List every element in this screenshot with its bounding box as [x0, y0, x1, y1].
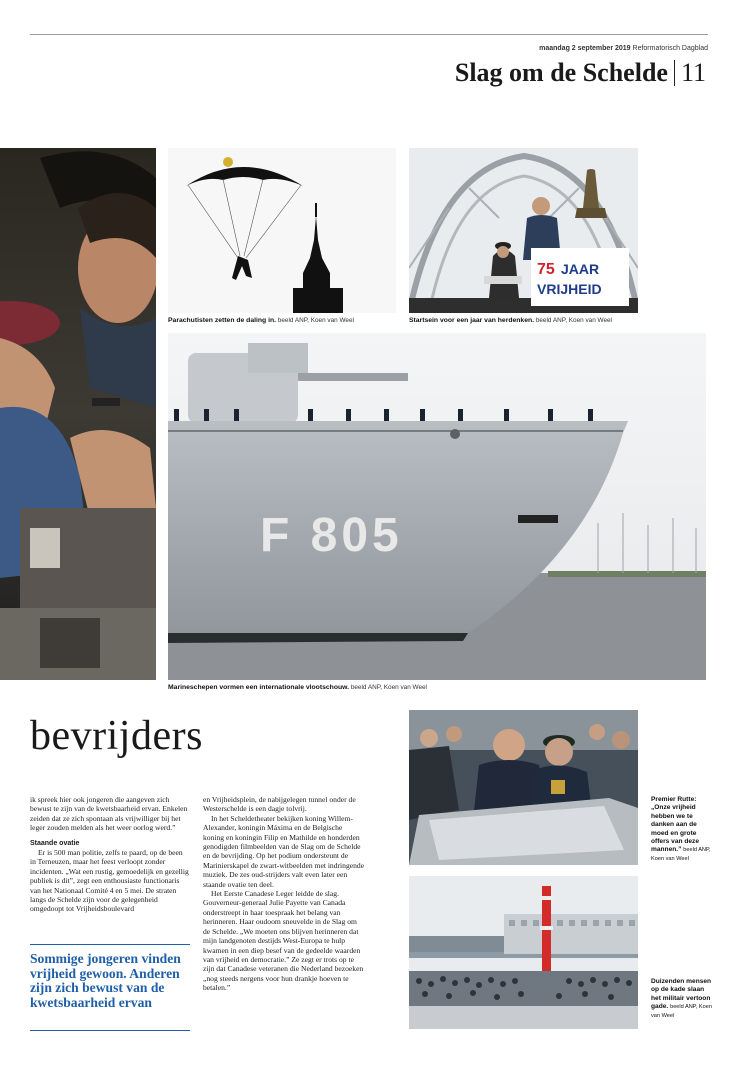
pullquote-rule-top: [30, 944, 190, 945]
pullquote-rule-bottom: [30, 1030, 190, 1031]
paragraph: In het Scheldetheater bekijken koning Willem-Alexander, koningin Máxima en de Belgische koning en koningin Filip en Mathilde en honderden genodigden filmbeelden van de Slag om de Schelde en de bevrijding. Op het podium ondersteunt de Marinierskapel de zwart-witbeelden met indringende muziek. De zes oud-strijders valt even later een staande ovatie ten deel.: [203, 813, 365, 889]
paragraph: Er is 500 man politie, zelfs te paard, op de been in Terneuzen, maar het feest verloopt zonder incidenten. „Wat een rustig, gemoedelijk en gezellig publiek is dit”, zegt een enthousiaste functionaris van het Nationaal Comité 4 en 5 mei. De straten langs de Schelde zijn voor de gelegenheid omgedoopt tot Vrijheidsboulevard: [30, 848, 189, 914]
banner-word-jaar: JAAR: [561, 261, 600, 277]
section-name: Slag om de Schelde: [454, 58, 668, 87]
rutte-illustration: [409, 710, 638, 865]
paragraph: Het Eerste Canadese Leger leidde de slag. Gouverneur-generaal Julie Payette van Canada onderstreept in haar toespraak het belang van herinneren. Haar oudoom sneuvelde in de Slag om de Schelde. „We moeten ons blijven herinneren dat mijn landgenoten destijds West-Europa te hulp kwamen in een diep besef van de gedeelde waarden van vrijheid en democratie.” Ze zegt er trots op te zijn dat Canadese veteranen die Nederland bezoeken „nog steeds nergens voor hun drankje hoeven te betalen.”: [203, 889, 364, 993]
paper-name: Reformatorisch Dagblad: [632, 45, 708, 52]
rutte-caption: [651, 796, 713, 863]
parachute-illustration: [168, 148, 396, 313]
paragraph: en Vrijheidsplein, de nabijgelegen tunnel onder de Westerschelde is een dagje tolvrij.: [203, 795, 356, 814]
article-column-1: [30, 795, 190, 914]
ship-caption: [168, 684, 708, 692]
photo-credit: beeld ANP, Koen van Weel: [350, 684, 427, 691]
banner-number: 75: [537, 261, 555, 278]
caption-text: Duizenden mensen op de kade slaan het militair vertoon gade.: [651, 978, 712, 1011]
soldier-illustration: [0, 148, 156, 680]
header-rule: [30, 34, 708, 35]
article-headline: bevrijders: [30, 713, 203, 759]
ship-photo: [168, 333, 706, 680]
hull-number: F 805: [260, 509, 403, 562]
photo-credit: beeld ANP, Koen van Weel: [651, 847, 711, 862]
parachute-caption: [168, 317, 398, 325]
concert-illustration: [409, 148, 638, 313]
issue-date: maandag 2 september 2019: [539, 45, 631, 52]
title-divider: [674, 60, 675, 86]
paragraph: ik spreek hier ook jongeren die aangeven zich bewust te zijn van de kwetsbaarheid ervan. Enkelen zeiden dat ze zich spontaan als vrijwilliger bij het leger zouden melden als het weer oorlog werd.”: [30, 795, 188, 833]
caption-text: Parachutisten zetten de daling in.: [168, 317, 277, 324]
concert-caption: [409, 317, 641, 325]
rutte-photo: [409, 710, 638, 865]
section-title: [455, 58, 706, 88]
banner-word-vrijheid: VRIJHEID: [537, 281, 602, 297]
article-column-2: [203, 795, 365, 993]
photo-credit: beeld ANP, Koen van Weel: [535, 317, 612, 324]
crowd-illustration: [409, 876, 638, 1029]
crowd-photo: [409, 876, 638, 1029]
subheading: Staande ovatie: [30, 839, 80, 847]
photo-credit: beeld ANP, Koen van Weel: [277, 317, 354, 324]
concert-photo: [409, 148, 638, 313]
caption-quote: „Onze vrijheid hebben we te danken aan de moed en grote offers van deze mannen.”: [651, 804, 700, 854]
page-number: 11: [680, 58, 706, 87]
parachute-photo: [168, 148, 396, 313]
pullquote: Sommige jongeren vinden vrijheid gewoon. Anderen zijn zich bewust van de kwetsbaarheid ervan: [30, 951, 181, 1010]
caption-text: Marineschepen vormen een internationale vlootschouw.: [168, 684, 350, 691]
caption-text: Startsein voor een jaar van herdenken.: [409, 317, 535, 324]
caption-name: Premier Rutte:: [651, 796, 697, 803]
crowd-caption: [651, 978, 713, 1020]
photo-credit: beeld ANP, Koen van Weel: [651, 1004, 712, 1019]
soldier-photo: [0, 148, 156, 680]
flare-icon: [223, 157, 233, 167]
dateline: [539, 45, 708, 52]
ship-illustration: [168, 333, 706, 680]
